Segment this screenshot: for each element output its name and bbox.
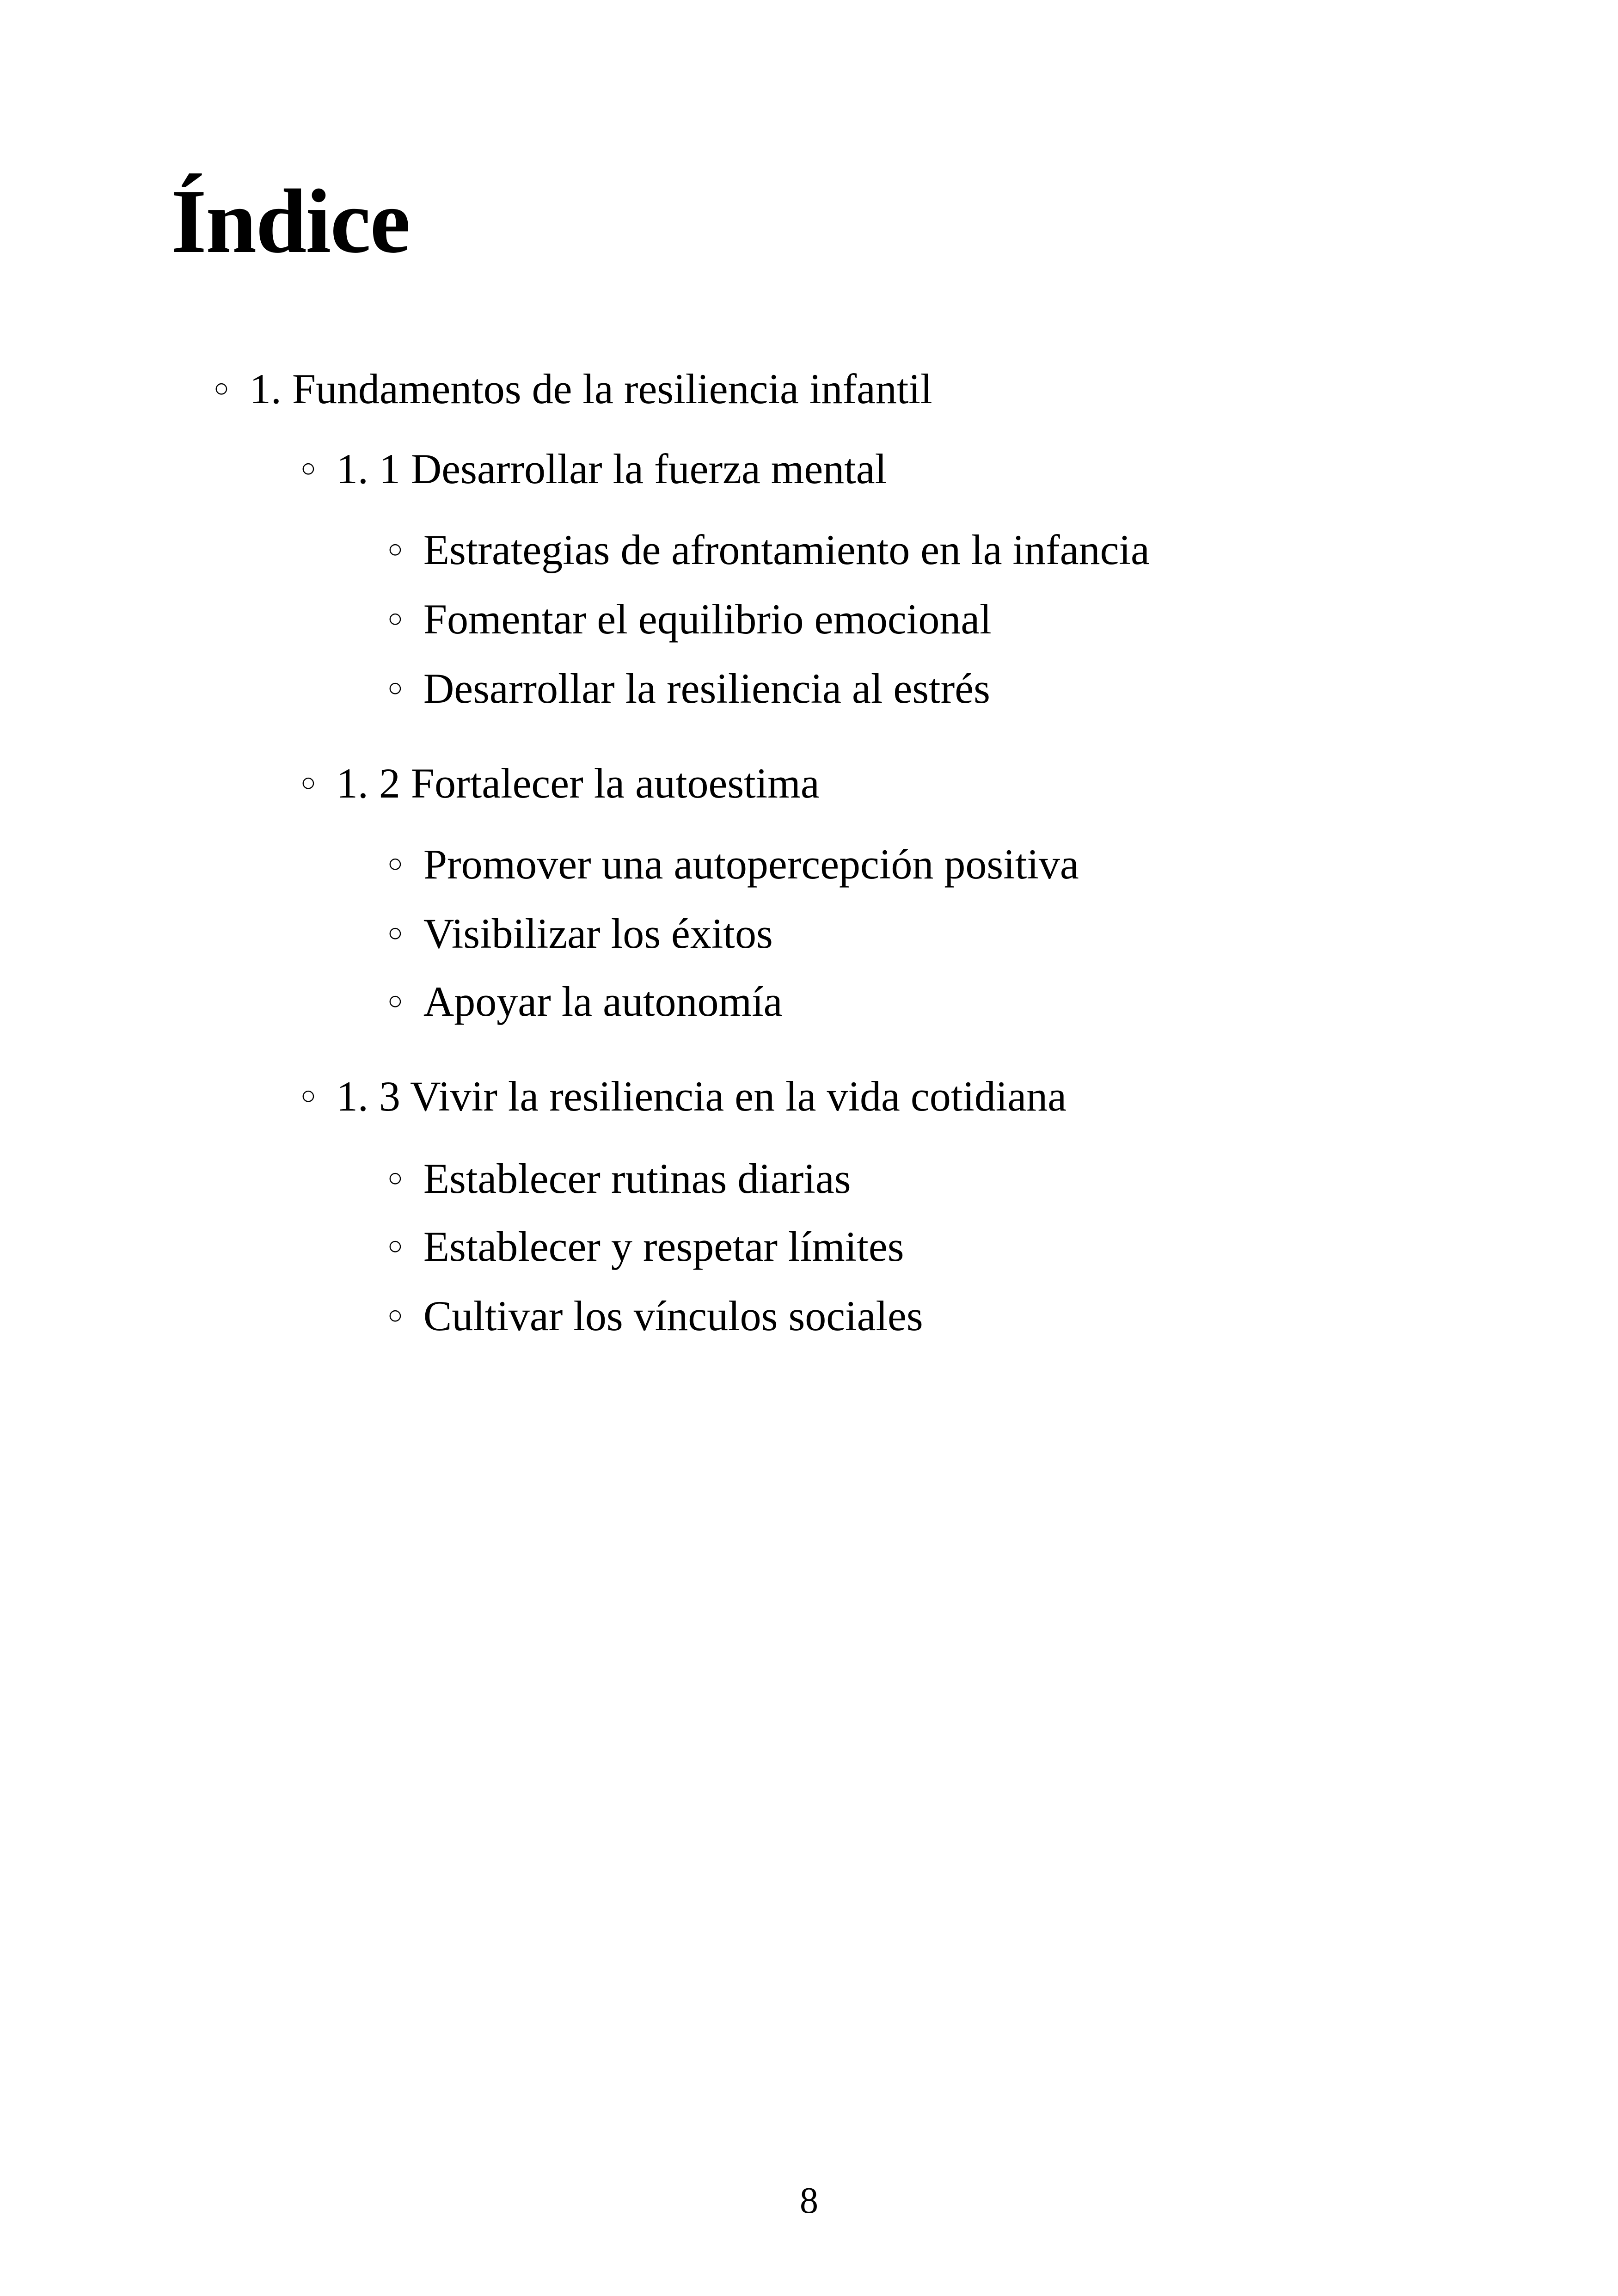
toc-subsection[interactable] (387, 980, 782, 1023)
toc-subsection[interactable] (387, 528, 1150, 571)
toc-entry-label: 1. 1 Desarrollar la fuerza mental (336, 445, 887, 492)
toc-section-1-1[interactable] (300, 445, 887, 492)
circle-bullet-icon: ○ (387, 674, 403, 702)
toc-entry-label: 1. 3 Vivir la resiliencia en la vida cotidiana (336, 1073, 1067, 1120)
circle-bullet-icon: ○ (387, 987, 403, 1015)
toc-subsection[interactable] (387, 841, 1079, 888)
toc-section-1-3[interactable] (300, 1073, 1067, 1120)
toc-subsection[interactable] (387, 1292, 923, 1339)
toc-entry-label: Visibilizar los éxitos (423, 910, 773, 957)
toc-subsection[interactable] (387, 1157, 851, 1200)
circle-bullet-icon: ○ (214, 374, 229, 403)
page-title: Índice (171, 171, 410, 272)
toc-chapter-1[interactable] (214, 365, 932, 412)
toc-entry-label: Estrategias de afrontamiento en la infancia (423, 526, 1150, 573)
circle-bullet-icon: ○ (387, 1301, 403, 1330)
circle-bullet-icon: ○ (387, 535, 403, 564)
toc-entry-label: 1. 2 Fortalecer la autoestima (336, 760, 820, 807)
circle-bullet-icon: ○ (300, 454, 316, 483)
circle-bullet-icon: ○ (300, 1081, 316, 1110)
circle-bullet-icon: ○ (387, 1232, 403, 1260)
circle-bullet-icon: ○ (387, 1164, 403, 1192)
toc-section-1-2[interactable] (300, 760, 820, 807)
toc-subsection[interactable] (387, 595, 992, 643)
circle-bullet-icon: ○ (387, 604, 403, 633)
page-number: 8 (800, 2180, 818, 2221)
toc-entry-label: Fomentar el equilibrio emocional (423, 595, 992, 643)
toc-entry-label: Promover una autopercepción positiva (423, 841, 1079, 888)
circle-bullet-icon: ○ (387, 849, 403, 878)
toc-subsection[interactable] (387, 667, 990, 710)
toc-entry-label: Cultivar los vínculos sociales (423, 1292, 923, 1339)
toc-subsection[interactable] (387, 912, 773, 955)
toc-entry-label: Apoyar la autonomía (423, 978, 783, 1025)
toc-entry-label: Desarrollar la resiliencia al estrés (423, 665, 990, 712)
circle-bullet-icon: ○ (300, 768, 316, 797)
circle-bullet-icon: ○ (387, 919, 403, 947)
toc-entry-label: 1. Fundamentos de la resiliencia infantil (249, 365, 932, 412)
toc-subsection[interactable] (387, 1225, 904, 1268)
toc-entry-label: Establecer y respetar límites (423, 1223, 904, 1270)
toc-entry-label: Establecer rutinas diarias (423, 1155, 851, 1202)
